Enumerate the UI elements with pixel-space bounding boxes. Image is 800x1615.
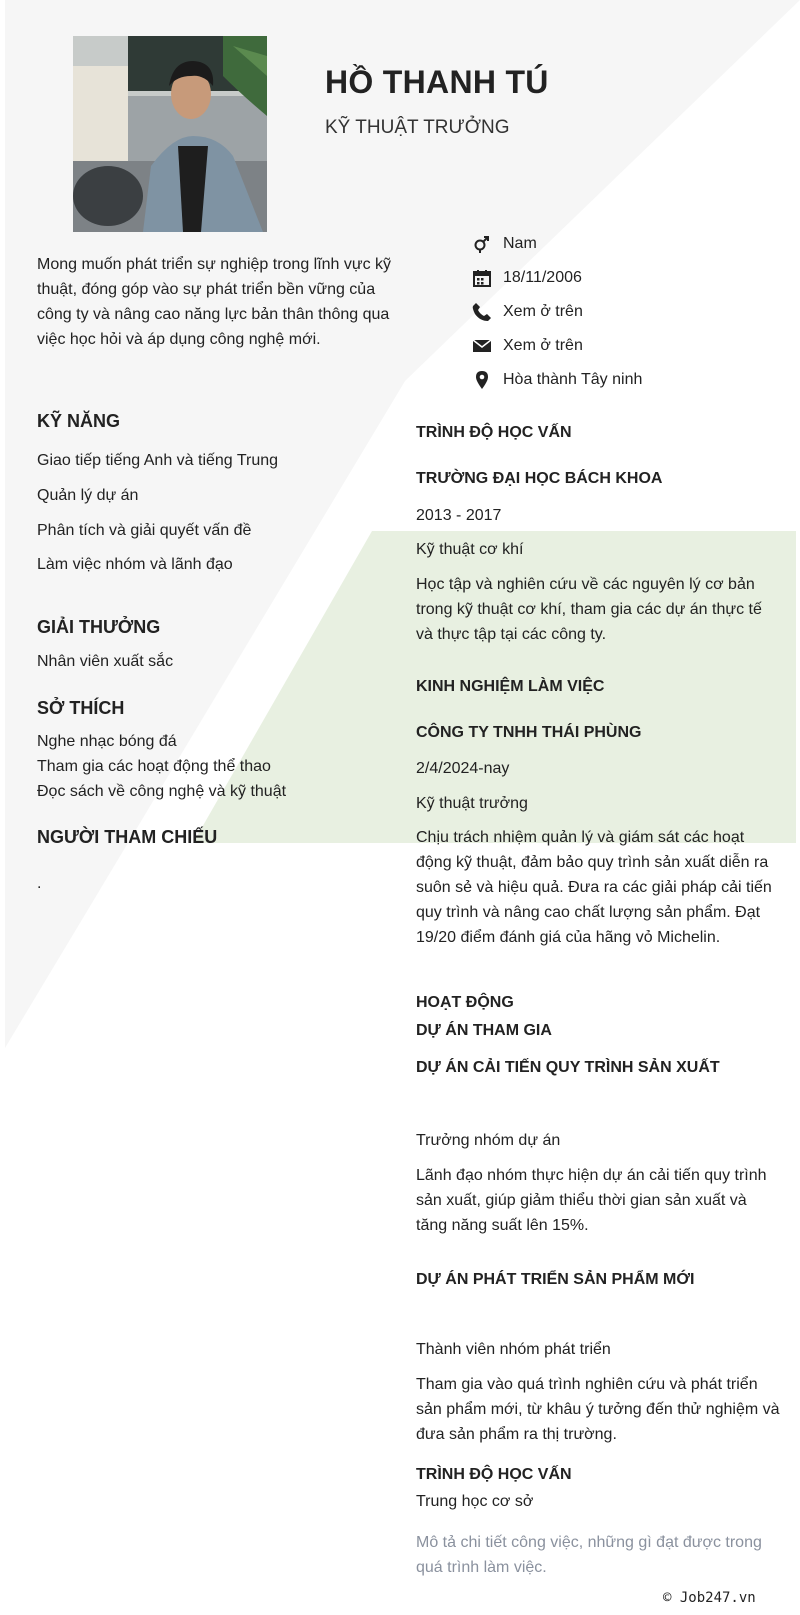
experience-position: Kỹ thuật trưởng	[416, 795, 528, 812]
location-icon	[472, 370, 492, 390]
experience-description: Chịu trách nhiệm quản lý và giám sát các hoạt động kỹ thuật, đảm bảo quy trình sản xuất diễn ra suôn sẻ và hiệu quả. Đưa ra các giải pháp cải tiến quy trình và nâng cao chất lượng sản phẩm. Đạt 19/20 điểm đánh giá của hãng vỏ Michelin.	[416, 829, 772, 946]
candidate-name: HỒ THANH TÚ	[325, 64, 549, 100]
projects-heading: DỰ ÁN THAM GIA	[416, 1022, 552, 1039]
education-description: Học tập và nghiên cứu về các nguyên lý cơ bản trong kỹ thuật cơ khí, tham gia các dự án thực tế và thực tập tại các công ty.	[416, 576, 762, 643]
project-name: DỰ ÁN CẢI TIẾN QUY TRÌNH SẢN XUẤT	[416, 1059, 720, 1076]
education-period: 2013 - 2017	[416, 507, 502, 524]
profile-photo	[73, 36, 267, 232]
calendar-icon	[472, 268, 492, 288]
footer-copyright: © Job247.vn	[663, 1590, 756, 1606]
candidate-title: KỸ THUẬT TRƯỞNG	[325, 117, 510, 138]
hobby-item: Tham gia các hoạt động thể thao	[37, 758, 271, 775]
skill-item: Quản lý dự án	[37, 487, 139, 504]
contact-dob	[472, 266, 582, 290]
awards-heading: GIẢI THƯỞNG	[37, 617, 161, 637]
education-major: Kỹ thuật cơ khí	[416, 541, 524, 558]
education-heading: TRÌNH ĐỘ HỌC VẤN	[416, 424, 572, 441]
project-role: Trưởng nhóm dự án	[416, 1132, 561, 1149]
contact-phone	[472, 300, 583, 324]
email-value: Xem ở trên	[503, 337, 583, 354]
contact-address	[472, 368, 642, 392]
education2-placeholder: Mô tả chi tiết công việc, những gì đạt được trong quá trình làm việc.	[416, 1534, 762, 1576]
experience-company: CÔNG TY TNHH THÁI PHÙNG	[416, 724, 642, 741]
skills-heading: KỸ NĂNG	[37, 411, 121, 431]
email-icon	[472, 336, 492, 356]
activities-heading: HOẠT ĐỘNG	[416, 994, 514, 1011]
skill-item: Giao tiếp tiếng Anh và tiếng Trung	[37, 452, 279, 469]
references-heading: NGƯỜI THAM CHIẾU	[37, 827, 218, 847]
experience-period: 2/4/2024-nay	[416, 760, 510, 777]
project-description: Tham gia vào quá trình nghiên cứu và phát triển sản phẩm mới, từ khâu ý tưởng đến thử nghiệm và đưa sản phẩm ra thị trường.	[416, 1376, 780, 1443]
gender-icon	[472, 234, 492, 254]
skill-item: Phân tích và giải quyết vấn đề	[37, 522, 252, 539]
hobby-item: Đọc sách về công nghệ và kỹ thuật	[37, 783, 287, 800]
gender-value: Nam	[503, 235, 537, 252]
address-value: Hòa thành Tây ninh	[503, 371, 643, 388]
references-content: .	[37, 875, 42, 892]
career-objective: Mong muốn phát triển sự nghiệp trong lĩnh vực kỹ thuật, đóng góp vào sự phát triển bền vững của công ty và nâng cao năng lực bản thân thông qua việc học hỏi và áp dụng công nghệ mới.	[37, 256, 392, 348]
education2-heading: TRÌNH ĐỘ HỌC VẤN	[416, 1466, 572, 1483]
contact-email	[472, 334, 583, 358]
award-item: Nhân viên xuất sắc	[37, 653, 174, 670]
project-name: DỰ ÁN PHÁT TRIỂN SẢN PHẨM MỚI	[416, 1271, 695, 1288]
hobbies-heading: SỞ THÍCH	[37, 698, 125, 718]
project-description: Lãnh đạo nhóm thực hiện dự án cải tiến quy trình sản xuất, giúp giảm thiểu thời gian sản xuất và tăng năng suất lên 15%.	[416, 1167, 767, 1234]
education-school: TRƯỜNG ĐẠI HỌC BÁCH KHOA	[416, 470, 663, 487]
phone-icon	[472, 302, 492, 322]
contact-gender	[472, 232, 537, 256]
dob-value: 18/11/2006	[503, 269, 582, 286]
education2-level: Trung học cơ sở	[416, 1493, 534, 1510]
hobby-item: Nghe nhạc bóng đá	[37, 733, 177, 750]
project-role: Thành viên nhóm phát triển	[416, 1341, 611, 1358]
experience-heading: KINH NGHIỆM LÀM VIỆC	[416, 678, 605, 695]
phone-value: Xem ở trên	[503, 303, 583, 320]
skill-item: Làm việc nhóm và lãnh đạo	[37, 556, 233, 573]
